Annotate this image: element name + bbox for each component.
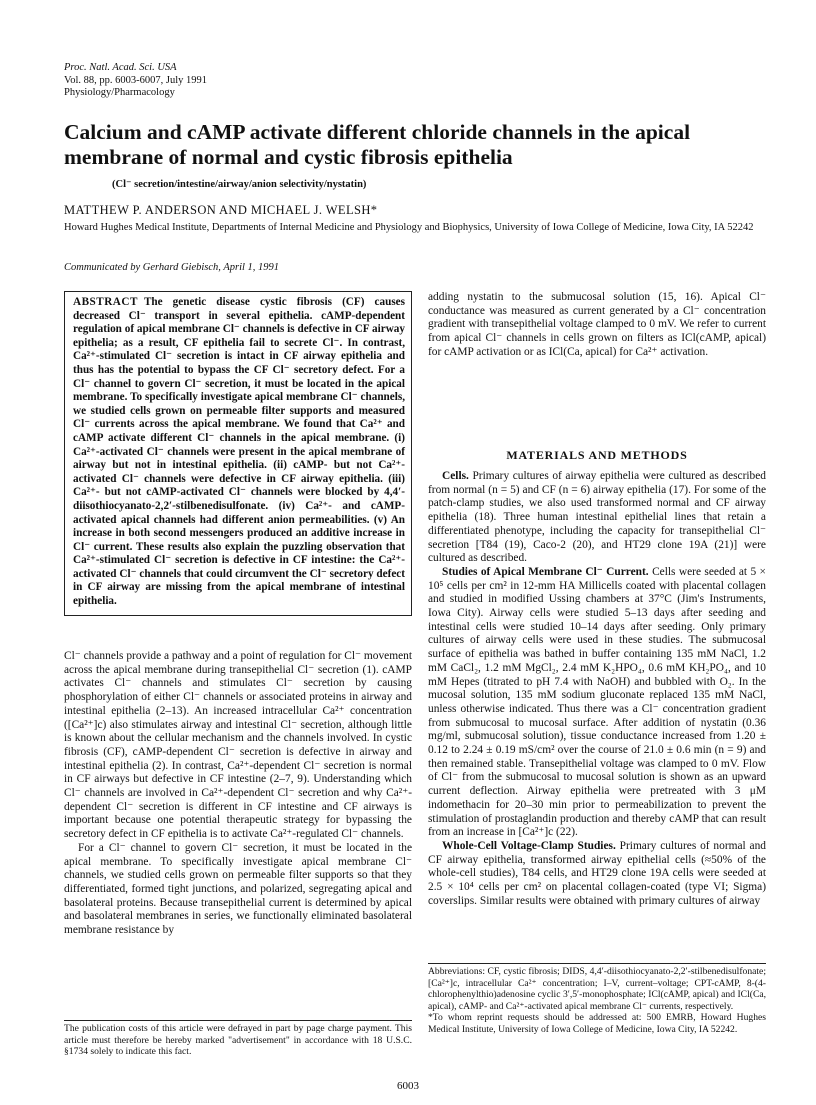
intro-paragraph-2-continued: adding nystatin to the submucosal solution (15, 16). Apical Cl⁻ conductance was measured as current generated by a Cl⁻ concentration gradient with transepithelial voltage clamped to 0 mV. We refer to current from apical Cl⁻ channels in cells grown on filters as ICl(cAMP, apical) for cAMP activation or as ICl(Ca, apical) for Ca²⁺ activation. — [428, 291, 766, 358]
methods-heading: MATERIALS AND METHODS — [506, 448, 688, 462]
cells-text: Primary cultures of airway epithelia were cultured as described from normal (n = 5) and CF (n = 6) airway epithelia (17). For some of the patch-clamp studies, we also used transformed normal and CF airway epithelia (18). Three human intestinal epithelial lines that retain a differentiated phenotype, including the capacity for transepithelial Cl⁻ secretion [T84 (19), Caco-2 (20), and HT29 clone 19A (21)] were cultured as described. — [428, 470, 766, 565]
methods-wholecell-paragraph — [428, 840, 766, 909]
footnote-divider-left — [64, 1020, 412, 1021]
footnotes-right — [428, 966, 766, 1035]
methods-cells-paragraph — [428, 470, 766, 566]
article-keywords: (Cl⁻ secretion/intestine/airway/anion selectivity/nystatin) — [112, 179, 367, 190]
apical-runin-heading: Studies of Apical Membrane Cl⁻ Current. — [442, 565, 649, 578]
wholecell-text: Primary cultures of normal and CF airway epithelia, transformed airway epithelial cells (≈50% of the whole-cell studies), T84 cells, and HT29 clone 19A cells were seeded at 2.5 × 10⁴ cells per cm² on placental collagen-coated (type VI; Sigma) coverslips. Similar results were obtained with primary cultures of airway — [428, 839, 766, 907]
methods-body — [428, 470, 766, 909]
article-affiliation: Howard Hughes Medical Institute, Departments of Internal Medicine and Physiology and Biophysics, University of Iowa College of Medicine, Iowa City, IA 52242 — [64, 222, 754, 233]
publication-cost-footnote: The publication costs of this article were defrayed in part by page charge payment. This article must therefore be hereby marked "advertisement" in accordance with 18 U.S.C. §1734 solely to indicate this fact. — [64, 1023, 412, 1057]
article-title: Calcium and cAMP activate different chloride channels in the apical membrane of normal and cystic fibrosis epithelia — [64, 120, 691, 169]
methods-apical-paragraph — [428, 566, 766, 840]
abstract-text: The genetic disease cystic fibrosis (CF) causes decreased Cl⁻ transport in several epithelia. cAMP-dependent regulation of apical membrane Cl⁻ channels is defective in CF airway epithelia; as a result, CF epithelia fail to secrete Cl⁻. In contrast, Ca²⁺-stimulated Cl⁻ secretion is intact in CF airway epithelia and thus has the potential to bypass the CF Cl⁻ secretory defect. For a Cl⁻ channel to govern Cl⁻ secretion, it must be located in the apical membrane. To specifically investigate apical membrane Cl⁻ channels, we studied cells grown on permeable filter supports and measured Cl⁻ currents across the apical membrane. We found that Ca²⁺ and cAMP activate different Cl⁻ channels in the apical membrane. (i) Ca²⁺-activated Cl⁻ channels were present in the apical membrane of airway but not in intestinal epithelia. (ii) cAMP- but not Ca²⁺-activated Cl⁻ channels were defective in CF airway epithelia. (iii) Ca²⁺- but not cAMP-activated Cl⁻ channels were blocked by 4,4′-diisothiocyanato-2,2′-stilbenedisulfonate. (iv) Ca²⁺- and cAMP-activated apical channels had different anion permeabilities. (v) An increase in both second messengers produced an additive increase in Cl⁻ current. These results also explain the puzzling observation that Ca²⁺-stimulated Cl⁻ secretion is defective in CF intestine: the Ca²⁺-activated Cl⁻ channels that could circumvent the Cl⁻ secretory defect in CF airway are missing from the apical membrane of intestinal epithelia. — [73, 296, 405, 608]
journal-volume: Vol. 88, pp. 6003-6007, July 1991 — [64, 74, 208, 86]
journal-name: Proc. Natl. Acad. Sci. USA — [64, 62, 177, 73]
cells-runin-heading: Cells. — [442, 470, 469, 482]
journal-section: Physiology/Pharmacology — [64, 87, 175, 98]
article-authors: MATTHEW P. ANDERSON AND MICHAEL J. WELSH* — [64, 203, 378, 217]
abstract-heading: ABSTRACT — [73, 296, 138, 308]
reprint-footnote: *To whom reprint requests should be addressed at: 500 EMRB, Howard Hughes Medical Institute, University of Iowa College of Medicine, Iowa City, IA 52242. — [428, 1012, 766, 1035]
right-column-continuation — [428, 291, 766, 360]
footnote-divider-right — [428, 963, 766, 964]
communicated-by: Communicated by Gerhard Giebisch, April 1, 1991 — [64, 262, 280, 273]
page-number: 6003 — [397, 1080, 419, 1092]
left-column-body — [64, 650, 412, 938]
intro-paragraph-2: For a Cl⁻ channel to govern Cl⁻ secretion, it must be located in the apical membrane. To specifically investigate apical membrane Cl⁻ channels, we studied cells grown on permeable filter supports so that they differentiated, formed tight junctions, and polarized, segregating apical and basolateral proteins. Because transepithelial current is determined by apical and basolateral membranes in series, we functionally eliminated basolateral membrane resistance by — [64, 841, 412, 937]
wholecell-runin-heading: Whole-Cell Voltage-Clamp Studies. — [442, 839, 616, 852]
intro-paragraph-1: Cl⁻ channels provide a pathway and a point of regulation for Cl⁻ movement across the apical membrane during transepithelial Cl⁻ secretion (1). cAMP activates Cl⁻ channels and stimulates Cl⁻ secretion by causing phosphorylation of either Cl⁻ channels or associated proteins in airway and intestinal epithelia (2–13). An increased intracellular Ca²⁺ concentration ([Ca²⁺]c) also stimulates airway and intestinal Cl⁻ secretion, although little is known about the cellular mechanism and the channels involved. In cystic fibrosis (CF), cAMP-dependent Cl⁻ secretion is defective in airway and intestinal epithelia (2). In contrast, Ca²⁺-dependent Cl⁻ secretion is normal in CF airways but defective in CF intestine (2–7, 9). Understanding which Cl⁻ channels are involved in Ca²⁺-dependent Cl⁻ secretion and why Ca²⁺-dependent Cl⁻ secretion is different in CF intestine and CF airways is important because one potential therapeutic strategy for bypassing the secretory defect in CF epithelia is to activate Ca²⁺-regulated Cl⁻ channels. — [64, 650, 412, 841]
abbreviations-footnote: Abbreviations: CF, cystic fibrosis; DIDS, 4,4′-diisothiocyanato-2,2′-stilbenedisulfonate; [Ca²⁺]c, intracellular Ca²⁺ concentration; I–V, current–voltage; CPT-cAMP, 8-(4-chlorophenylthio)adenosine cyclic 3′,5′-monophosphate; ICl(cAMP, apical) and ICl(Ca, apical), cAMP- and Ca²⁺-activated apical membrane Cl⁻ currents, respectively. — [428, 966, 766, 1012]
abstract-box — [64, 291, 412, 616]
apical-text: Cells were seeded at 5 × 10⁵ cells per cm² in 12-mm HA Millicells coated with placental collagen and studied in modified Ussing chambers at 37°C (Jim's Instruments, Iowa City). Airway cells were studied 5–13 days after seeding and intestinal cells were studied 10–14 days after seeding. Only primary cultures of airway cells were used in these studies. The submucosal surface of epithelia was bathed in buffer containing 135 mM NaCl, 1.2 mM CaCl₂, 1.2 mM MgCl₂, 2.4 mM K₂HPO₄, 0.6 mM KH₂PO₄, and 10 mM Hepes (titrated to pH 7.4 with NaOH) and bubbled with O₂. In the mucosal solution, 135 mM sodium gluconate replaced 135 mM NaCl, unless otherwise indicated. Thus there was a Cl⁻ concentration gradient from submucosal to mucosal surface. After addition of nystatin (0.36 mg/ml, submucosal solution), tissue conductance increased from 1.20 ± 0.12 to 2.24 ± 0.19 mS/cm² over the course of 21.0 ± 0.6 min (n = 9) and then remained stable. Transepithelial voltage was clamped to 0 mV. Flow of Cl⁻ from the submucosal to mucosal solution is shown as an upward current deflection. Airway epithelia were pretreated with 3 μM indomethacin for 20–30 min prior to permeabilization to prevent the stimulation of prostaglandin production and thereby cAMP that can result from an increase in [Ca²⁺]c (22). — [428, 565, 766, 839]
journal-header — [64, 62, 207, 100]
